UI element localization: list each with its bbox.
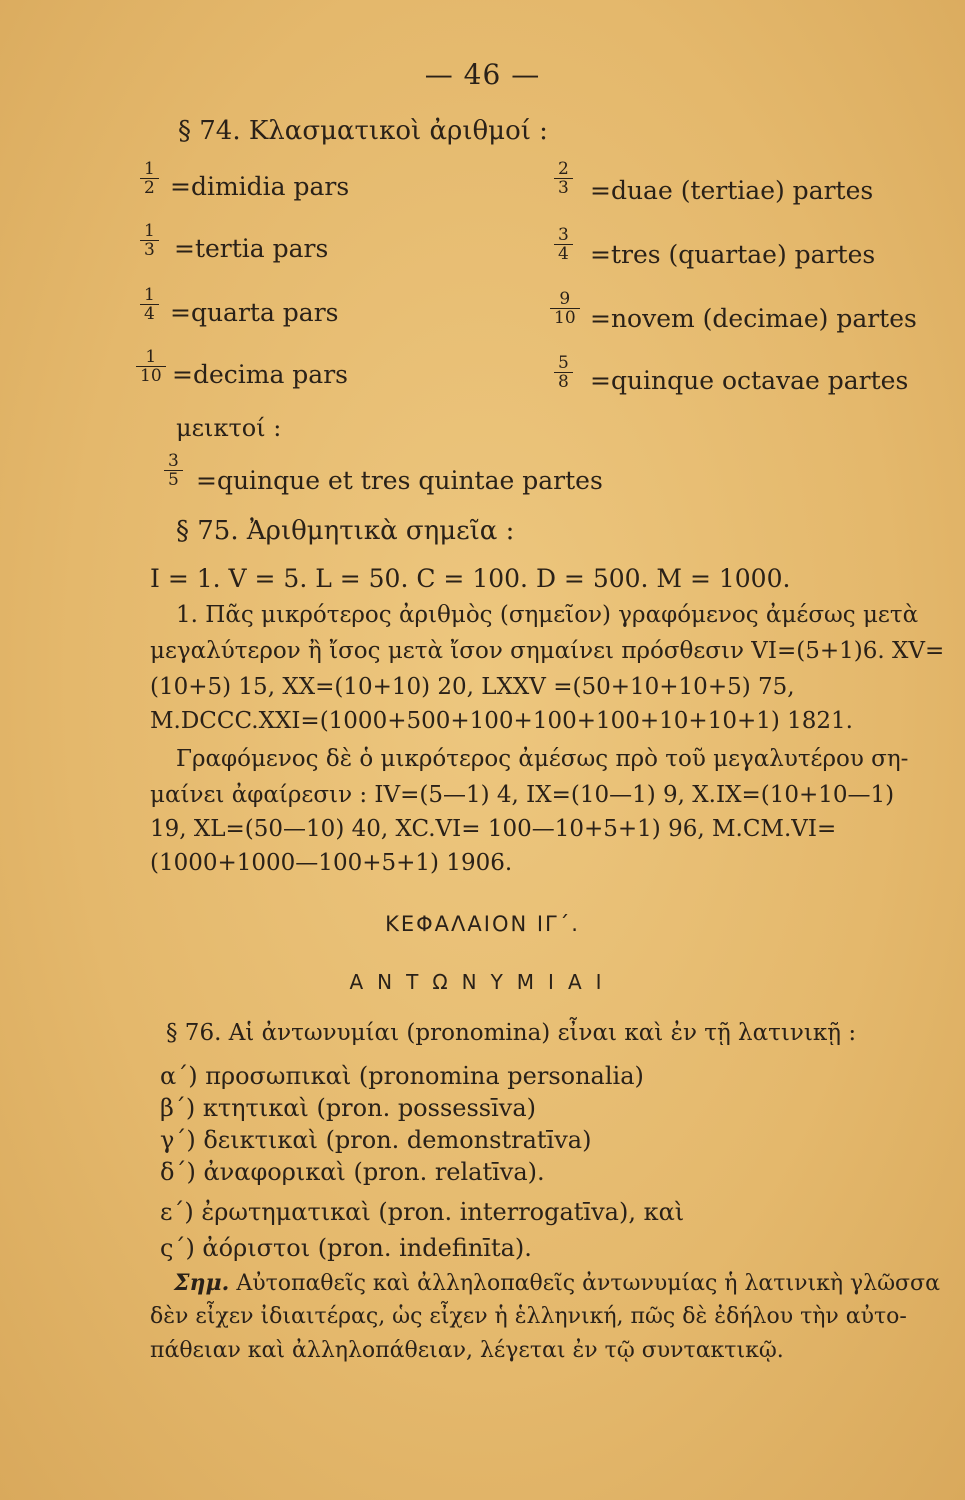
roman-numerals: I = 1. V = 5. L = 50. C = 100. D = 500. M = 1000. (150, 564, 791, 593)
list-item: ς΄) ἀόριστοι (pron. indefinīta). (160, 1234, 532, 1262)
fraction: $\frac{5}{8}$ (554, 354, 573, 391)
text-line: 19, XL=(50—10) 40, XC.VI= 100—10+5+1) 96, M.CM.VI= (150, 816, 837, 842)
fraction-text: =quarta pars (170, 298, 339, 327)
fraction: $\frac{1}{10}$ (136, 348, 166, 385)
note-line: πάθειαν καὶ ἀλληλοπάθειαν, λέγεται ἐν τῷ συντακτικῷ. (150, 1338, 784, 1363)
note-line (174, 1270, 940, 1296)
text-line: μεγαλύτερον ἢ ἴσος μετὰ ἴσον σημαίνει πρόσθεσιν VI=(5+1)6. XV= (150, 638, 945, 664)
fraction: $\frac{1}{3}$ (140, 222, 159, 259)
fraction-text: =quinque et tres quintae partes (196, 466, 603, 495)
fraction-text: =decima pars (172, 360, 348, 389)
note-mark: Σημ. (174, 1270, 230, 1296)
fraction: $\frac{9}{10}$ (550, 290, 580, 327)
list-item: δ΄) ἀναφορικαὶ (pron. relatīva). (160, 1158, 545, 1186)
fraction-text: =dimidia pars (170, 172, 350, 201)
fraction-text: =tertia pars (174, 234, 329, 263)
text-line: (1000+1000—100+5+1) 1906. (150, 850, 513, 876)
list-item: γ΄) δεικτικαὶ (pron. demonstratīva) (160, 1126, 592, 1154)
fraction-text: =novem (decimae) partes (590, 304, 917, 333)
text-line: M.DCCC.XXI=(1000+500+100+100+100+10+10+1) 1821. (150, 708, 853, 734)
section-76-title: § 76. Αἱ ἀντωνυμίαι (pronomina) εἶναι καὶ ἐν τῇ λατινικῇ : (166, 1020, 857, 1046)
text-line: μαίνει ἀφαίρεσιν : IV=(5—1) 4, IX=(10—1) 9, X.IX=(10+10—1) (150, 782, 895, 808)
fraction-text: =duae (tertiae) partes (590, 176, 874, 205)
chapter-label: ΚΕΦΑΛΑΙΟΝ ΙΓ΄. (385, 912, 580, 936)
mixed-label: μεικτοί : (176, 414, 282, 442)
note-line: δὲν εἶχεν ἰδιαιτέρας, ὡς εἶχεν ἡ ἑλληνική, πῶς δὲ ἐδήλου τὴν αὐτο- (150, 1304, 907, 1329)
fraction: $\frac{3}{4}$ (554, 226, 573, 263)
list-item: β΄) κτητικαὶ (pron. possessīva) (160, 1094, 537, 1122)
fraction-text: =quinque octavae partes (590, 366, 909, 395)
note-text: Αὐτοπαθεῖς καὶ ἀλληλοπαθεῖς ἀντωνυμίας ἡ λατινικὴ γλῶσσα (236, 1271, 940, 1296)
fraction: $\frac{1}{2}$ (140, 160, 159, 197)
fraction: $\frac{1}{4}$ (140, 286, 159, 323)
list-item: ε΄) ἐρωτηματικαὶ (pron. interrogatīva), καὶ (160, 1198, 685, 1226)
fraction-text: =tres (quartae) partes (590, 240, 876, 269)
text-line: Γραφόμενος δὲ ὁ μικρότερος ἀμέσως πρὸ τοῦ μεγαλυτέρου ση- (176, 746, 909, 772)
section-75-title: § 75. Ἀριθμητικὰ σημεῖα : (176, 516, 515, 546)
chapter-title: ΑΝΤΩΝΥΜΙΑΙ (349, 970, 616, 994)
page-number: — 46 — (424, 58, 541, 91)
list-item: α΄) προσωπικαὶ (pronomina personalia) (160, 1062, 644, 1090)
text-line: 1. Πᾶς μικρότερος ἀριθμὸς (σημεῖον) γραφόμενος ἀμέσως μετὰ (176, 602, 919, 628)
text-line: (10+5) 15, XX=(10+10) 20, LXXV =(50+10+10+5) 75, (150, 674, 795, 700)
section-74-title: § 74. Κλασματικοὶ ἀριθμοί : (178, 116, 548, 146)
fraction: $\frac{3}{5}$ (164, 452, 183, 489)
fraction: $\frac{2}{3}$ (554, 160, 573, 197)
